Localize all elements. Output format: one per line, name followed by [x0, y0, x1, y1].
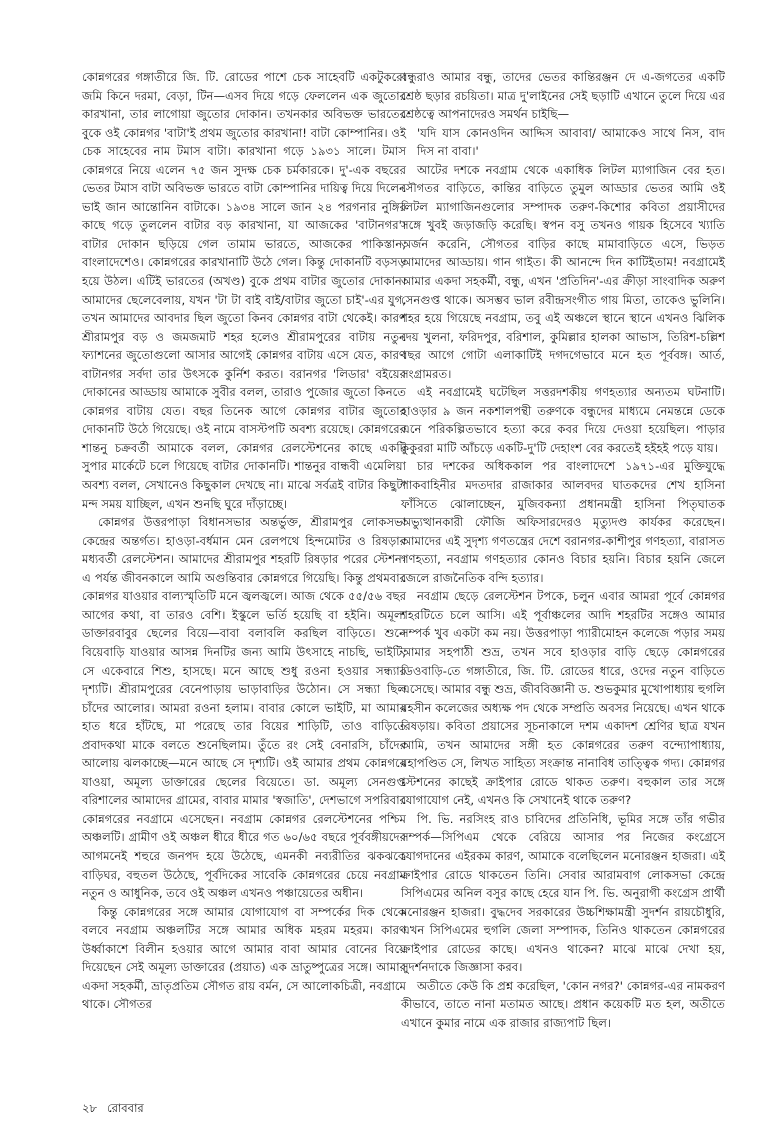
paragraph: কিন্তু কোন্নগরের সঙ্গে আমার যোগাযোগ বা সম্পর্কের দিক থেকে বলবে নবগ্রাম অঞ্চলটির সঙ্গে আমার অধিক মহরম মহরম। কারণ উর্ধ্বাকাশে বিলীন হওয়ার আগে আমার বাবা আমার বোনের বিয়ে দিয়েছেন সেই অমূল্য ডাক্তারের (প্রয়াত) এক ভ্রাতুষ্পুত্রের সঙ্গে। আমার একদা সহকর্মী, ভ্রাতৃপ্রতিম সৌগত রায় বর্মন, সে আলোকচিত্রী, নবগ্রামে থাকে। সৌগতর: [82, 904, 406, 1012]
page-number: ২৮: [82, 1101, 97, 1115]
left-column: [82, 68, 406, 1014]
right-column: [401, 68, 725, 1032]
paragraph: বন্ধুরাও আমার বন্ধু, তাদের ভেতর কান্তিরঞ্জন দে এ-জগতের একটি শ্রেষ্ঠ ছড়ার রচয়িতা। মাত্র দু'লাইনের সেই ছড়াটি এখানে তুলে দিয়ে এর শ্রেষ্ঠত্বে আপনাদেরও সমর্থন চাইছি—: [401, 70, 725, 122]
page-footer: [82, 1100, 144, 1119]
paragraph: কোন্নগরের গঙ্গাতীরে জি. টি. রোডের পাশে চেক সাহেবটি একটুকরো জমি কিনে দরমা, বেড়া, টিন—এসব দিয়ে গড়ে ফেললেন এক জুতোর কারখানা, তার লাগোয়া জুতোর দোকান। তখনকার অবিভক্ত ভারতের বুকে ওই কোন্নগর 'বাটা'ই প্রথম জুতোর কারখানা! বাটা কোম্পানির। ওই চেক সাহেবের নাম টমাস বাটা। কারখানা গড়ে ১৯৩১ সালে। টমাস কোন্নগরে নিয়ে এলেন ৭৫ জন সুদক্ষ চেক চর্মকারকে। দু'-এক বছরের ভেতর টমাস বাটা অবিভক্ত ভারতে বাটা কোম্পানির দায়িত্ব দিয়ে দিলেন ভাই জান আন্তোনিন বাটাকে। ১৯৩৪ সালে জান ২৪ পরগনার নুঙ্গির কাছে গড়ে তুললেন বাটার বড় কারখানা, যা আজকের 'বাটানগর'। বাটার দোকান ছড়িয়ে গেল তামাম ভারতে, আজকের পাকিস্তান, বাংলাদেশেও। কোন্নগরের কারখানাটি উঠে গেল। কিন্তু দোকানটি বড়সড় হয়ে উঠল। এটিই ভারতের (অখণ্ড) বুকে প্রথম বাটার জুতোর দোকান। আমাদের ছেলেবেলায়, যখন 'টা টা বাই বাই/বাটার জুতো চাই'-এর যুগ, তখন আমাদের আবদার ছিল জুতো কিনব কোন্নগর বাটা থেকেই। কারণ শ্রীরামপুর বড় ও জমজমাট শহর হলেও শ্রীরামপুরের বাটায় নতুন ফ্যাশনের জুতোগুলো আসার আগেই কোন্নগর বাটায় এসে যেত, কারণ বাটানগর সর্বদা তার উৎসকে কুর্নিশ করত। বরানগর 'লিডার' বইয়ের দোকানের আড্ডায় আমাকে সুবীর বলল, তারাও পুজোর জুতো কিনতে কোন্নগর বাটায় যেত। বছর তিনেক আগে কোন্নগর বাটার জুতোর দোকানটি উঠে গিয়েছে। ওই নামে বাসস্টপটি অবশ্য রয়েছে। কোন্নগরের শান্তনু চক্রবর্তী আমাকে বলল, কোন্নগর রেলস্টেশনের কাছে একটি সুপার মার্কেটে চলে গিয়েছে বাটার দোকানটি। শান্তনুর বান্ধবী এমেলিয়া অবশ্য বলল, সেখানেও কিছুকাল দেখছে না। মাঝে সর্বত্রই বাটার কিছুটা মন্দ সময় যাচ্ছিল, এখন শুনছি ঘুরে দাঁড়াচ্ছে।: [82, 70, 406, 511]
section-name: রোববার: [106, 1101, 144, 1115]
paragraph: চার দশকের অধিককাল পর বাংলাদেশে ১৯৭১-এর মুক্তিযুদ্ধে পাকবাহিনীর মদতদার রাজাকার আলবদর ঘাতকদের শেখ হাসিনা ফাঁসিতে ঝোলাচ্ছেন, মুজিবকন্যা প্রধানমন্ত্রী হাসিনা পিতৃঘাতক অভ্যুত্থানকারী ফৌজি অফিসারদেরও মৃত্যুদণ্ড কার্যকর করেছেন। আমাদের এই সুদৃশ্য গণতন্ত্রের দেশে বরানগর-কাশীপুর গণহত্যা, বারাসত গণহত্যা, নবগ্রাম গণহত্যার কোনও বিচার হয়নি। বিচার হয়নি জেলে জেলে রাজনৈতিক বন্দি হত্যার।: [401, 459, 725, 585]
paragraph: আটের দশকে নবগ্রাম থেকে একাধিক লিটল ম্যাগাজিন বের হত। সৌগতর বাড়িতে, কান্তির বাড়িতে তুমুল আড্ডার ভেতর আমি ওই লিটল ম্যাগাজিনগুলোর সম্পাদক তরুণ-কিশোর কবিতা প্রয়াসীদের সঙ্গে খুবই জড়াজড়ি করেছি। স্বপন বসু তখনও গায়ক হিসেবে খ্যাতি অর্জন করেনি, সৌগতর বাড়ির কাছে মামাবাড়িতে এসে, ভিড়ত আমাদের আড্ডায়। গান গাইত। কী আনন্দে দিন কাটিইতাম! নবগ্রামেই আমার একদা সহকর্মী, বন্ধু, এখন 'প্রতিদিন'-এর ক্রীড়া সাংবাদিক অরুণ সেনগুপ্ত থাকে। অসম্ভব ভাল রবীন্দ্রসংগীত গায় মিতা, তাকেও ভুলিনি। শহর হয়ে গিয়েছে নবগ্রাম, তবু এই অঞ্চলে স্থানে স্থানে এখনও ঝিলিক দেয় খুলনা, ফরিদপুর, বরিশাল, কুমিল্লার হালকা আভাস, তিরিশ-চল্লিশ বছর আগে গোটা এলাকাটিই দগদগেভাবে মনে হত পূর্ববঙ্গ। আর্ত, সংগ্রামরত।: [401, 162, 725, 381]
paragraph: পি. ভি. নরসিংহ রাও চাবিদের প্রতিনিধি, ভূমির সঙ্গে তাঁর গভীর সম্পর্ক—সিপিএম থেকে বেরিয়ে আসার পর নিজের কংগ্রেসে যোগদানের এইরকম কারণ, আমাকে বলেছিলেন মনোরঞ্জন হাজরা। এই ক্রাইপার রোডে থাকতেন তিনি। সেবার আরামবাগ লোকসভা কেন্দ্রে সিপিএমের অনিল বসুর কাছে হেরে যান পি. ভি. অনুরাগী কংগ্রেস প্রার্থী মনোরঞ্জন হাজরা। বুদ্ধদেব সরকারের উচ্চশিক্ষামন্ত্রী সুদর্শন রায়চৌধুরি, এখন সিপিএমের হুগলি জেলা সম্পাদক, তিনিও থাকতেন কোন্নগরের ক্রাইপার রোডের কাছে। এখনও থাকেন? মাঝে মাঝে দেখা হয়, সুদর্শনদাকে জিজ্ঞাসা করব।: [401, 811, 725, 975]
paragraph: এই নবগ্রামেই ঘটেছিল সত্তরদশকীয় গণহত্যার অন্যতম ঘটনাটি। হাওড়ার ৯ জন নকশালপন্থী তরুণকে বন্ধুদের মাধ্যমে নেমন্তন্নে ডেকে এনে পরিকল্পিতভাবে হত্যা করে কবর দিয়ে দেওয়া হয়েছিল। পাড়ার কুকুররা মাটি আঁচড়ে একটি-দু'টি দেহাংশ বের করতেই হইহই পড়ে যায়।: [401, 385, 725, 455]
rhyme-quote: 'যদি যাস কোনওদিন আদ্দিস আবাবা/ আমাকেও সাথে নিস, বাদ দিস না বাবা।': [417, 125, 725, 159]
paragraph: কোন্নগর উত্তরপাড়া বিধানসভার অন্তর্ভুক্ত, শ্রীরামপুর লোকসভা কেন্দ্রের অন্তর্গত। হাওড়া-বর্ধমান মেন রেলপথে হিন্দমোটর ও রিষড়ার মধ্যবর্তী রেলস্টেশন। আমাদের শ্রীরামপুর শহরটি রিষড়ার পরের স্টেশন। এ পর্যন্ত জীবনকালে আমি অগুন্তিবার কোন্নগরে গিয়েছি। কিন্তু প্রথমবার কোন্নগর যাওয়ার বাল্যস্মৃতিটি মনে জ্বলজ্বলে। আজ থেকে ৫৫/৫৬ বছর আগের কথা, বা তারও বেশি। ইস্কুলে ভর্তি হয়েছি বা হইনি। অমূল্য ডাক্তারবাবুর ছেলের বিয়ে—বাবা বলাবলি করছিল বাড়িতে। শুনে বিয়েবাড়ি যাওয়ার আসন্ন দিনটির জন্য আমি উৎসাহে নাচছি, ভাইটি, সে একেবারে শিশু, হাসছে। মনে আছে শুধু রওনা হওয়ার সন্ধ্যার দৃশ্যটি। শ্রীরামপুরের বেনেপাড়ায় ভাড়াবাড়ির উঠোন। সে সন্ধ্যা ছিল চাঁদের আলোর। আমরা রওনা হলাম। বাবার কোলে ভাইটি, মা আমার হাত ধরে হাঁটছে, মা পরেছে তার বিয়ের শাড়িটি, তাও বাড়িতে প্রবাদকথা মাকে বলতে শুনেছিলাম। তুঁতে রং সেই বেনারসি, চাঁদের আলোয় ঝলকাচ্ছে—মনে আছে সে দৃশ্যটি। ওই আমার প্রথম কোন্নগরে যাওয়া, অমূল্য ডাক্তারের ছেলের বিয়েতে। ডা. অমূল্য সেনগুপ্ত বরিশালের আমাদের গ্রামের, বাবার মামার 'স্বজাতি', দেশভাগে সপরিবার কোন্নগরের নবগ্রামে এসেছেন। নবগ্রাম কোন্নগর রেলস্টেশনের পশ্চিম অঞ্চলটি। গ্রামীণ ওই অঞ্চল ধীরে ধীরে গত ৬০/৬৫ বছরে পূর্ববঙ্গীয়দের আগমনেই শহুরে জনপদ হয়ে উঠেছে, এমনকী নব্যরীতির ঝকঝকে বাড়িঘর, বহুতল উঠেছে, পূর্বদিকের সাবেকি কোন্নগরের চেয়ে নবগ্রাম নতুন ও আধুনিক, তবে ওই অঞ্চল এখনও পঞ্চায়েতের অধীন।: [82, 515, 406, 901]
paragraph: নবগ্রাম ছেড়ে রেলস্টেশন টপকে, চলুন এবার আমরা পূর্বে কোন্নগর শহরটিতে চলে আসি। এই পূর্বাঞ্চলের আদি শহরটির সঙ্গেও আমার সম্পর্ক খুব একটা কম নয়। উত্তরপাড়া প্যারীমোহন কলেজে পড়ার সময় আমার সহপাঠী শুভ্র, তখন সবে হাওড়ার বাড়ি ছেড়ে কোন্নগরের ডিওবাড়ি-তে গঙ্গাতীরে, জি. টি. রোডের ধারে, ওদের নতুন বাড়িতে এসেছে। আমার বন্ধু শুভ্র, জীববিজ্ঞানী ড. শুভকুমার মুখোপাধ্যায় হুগলি মহসীন কলেজের অধ্যক্ষ পদ থেকে সম্প্রতি অবসর নিয়েছে। এখন থাকে রিষড়ায়। কবিতা প্রয়াসের সূচনাকালে দশম একাদশ শ্রেণির ছাত্র যখন আমি, তখন আমাদের সঙ্গী হত কোন্নগরের তরুণ বন্দ্যোপাধ্যায়, মহাপণ্ডিত সে, লিখত সাহিত্য সংক্রান্ত নানাবিধ তাত্ত্বিক গদ্য। কোন্নগর স্টেশনের কাছেই ক্রাইপার রোডে থাকত তরুণ। বহুকাল তার সঙ্গে যোগাযোগ নেই, এখনও কি সেখানেই থাকে তরুণ?: [401, 589, 726, 808]
paragraph: অতীতে কেউ কি প্রশ্ন করেছিল, 'কোন নগর?' কোন্নগর-এর নামকরণ কীভাবে, তাতে নানা মতামত আছে। প্রধান কয়েকটি মত হল, অতীতে এখানে কুমার নামে এক রাজার রাজ্যপাট ছিল।: [401, 978, 725, 1030]
